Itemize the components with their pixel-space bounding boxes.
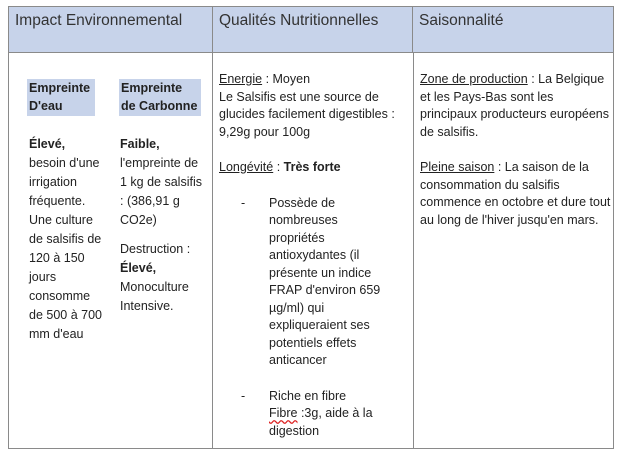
zone-text: : La Belgique et les Pays-Bas sont les principaux producteurs européens de salsifis.: [420, 72, 610, 139]
energie-label: Energie: [219, 72, 263, 86]
bullet-dash: -: [241, 388, 246, 403]
saison-cell: [414, 53, 613, 448]
info-table: [8, 6, 614, 449]
header-saisonnalite: Saisonnalité: [413, 7, 613, 53]
bullet-antioxydantes: Possède de nombreuses propriétés antioxydantes (il présente un indice FRAP d'environ 659 µg/ml) qui expliqueraient ses potentiels effets anticancer: [269, 195, 381, 367]
empreinte-carbone-text: [120, 135, 202, 316]
pleine-label: Pleine saison: [420, 160, 495, 174]
eau-level: Élevé,: [29, 137, 66, 151]
bullet-dash: -: [241, 195, 246, 210]
destruction-level: Élevé,: [120, 261, 157, 275]
pleine-saison: [420, 159, 613, 229]
nutrition-cell: [213, 53, 413, 448]
longevite-value: Très forte: [283, 160, 341, 174]
empreinte-eau-text: [29, 135, 105, 344]
empreinte-carbone-title: Empreinte de Carbonne: [119, 79, 201, 116]
fibre-label: Fibre: [269, 406, 298, 420]
destruction-label: Destruction :: [120, 242, 191, 256]
empreinte-eau-title: Empreinte D'eau: [27, 79, 95, 116]
pleine-text: : La saison de la consommation du salsifis commence en octobre et dure tout au long de l'hiver jusqu'en mars.: [420, 160, 611, 227]
energie-line: [219, 71, 413, 89]
longevite-label: Longévité: [219, 160, 274, 174]
energie-text: Le Salsifis est une source de glucides facilement digestibles : 9,29g pour 100g: [219, 89, 395, 139]
longevite-line: Longévité : Très forte: [219, 160, 341, 174]
list-item: [219, 388, 413, 441]
header-impact-environnemental: Impact Environnemental: [9, 7, 213, 53]
carbone-desc: l'empreinte de 1 kg de salsifis : (386,91 g CO2e): [120, 156, 202, 227]
header-qualites-nutritionnelles: Qualités Nutritionnelles: [213, 7, 413, 53]
destruction-desc: Monoculture Intensive.: [120, 280, 189, 313]
fibre-rest: :3g, aide à la digestion: [269, 406, 373, 438]
list-item: [219, 195, 413, 370]
zone-production: [420, 71, 613, 141]
energie-value: : Moyen: [265, 72, 311, 86]
fibre-line: Riche en fibre: [269, 388, 347, 403]
zone-label: Zone de production: [420, 72, 528, 86]
eau-desc: besoin d'une irrigation fréquente. Une culture de salsifis de 120 à 150 jours consomme de 500 à 700 mm d'eau: [29, 156, 102, 341]
bullet-fibre: [269, 388, 394, 441]
carbone-level: Faible,: [120, 137, 160, 151]
